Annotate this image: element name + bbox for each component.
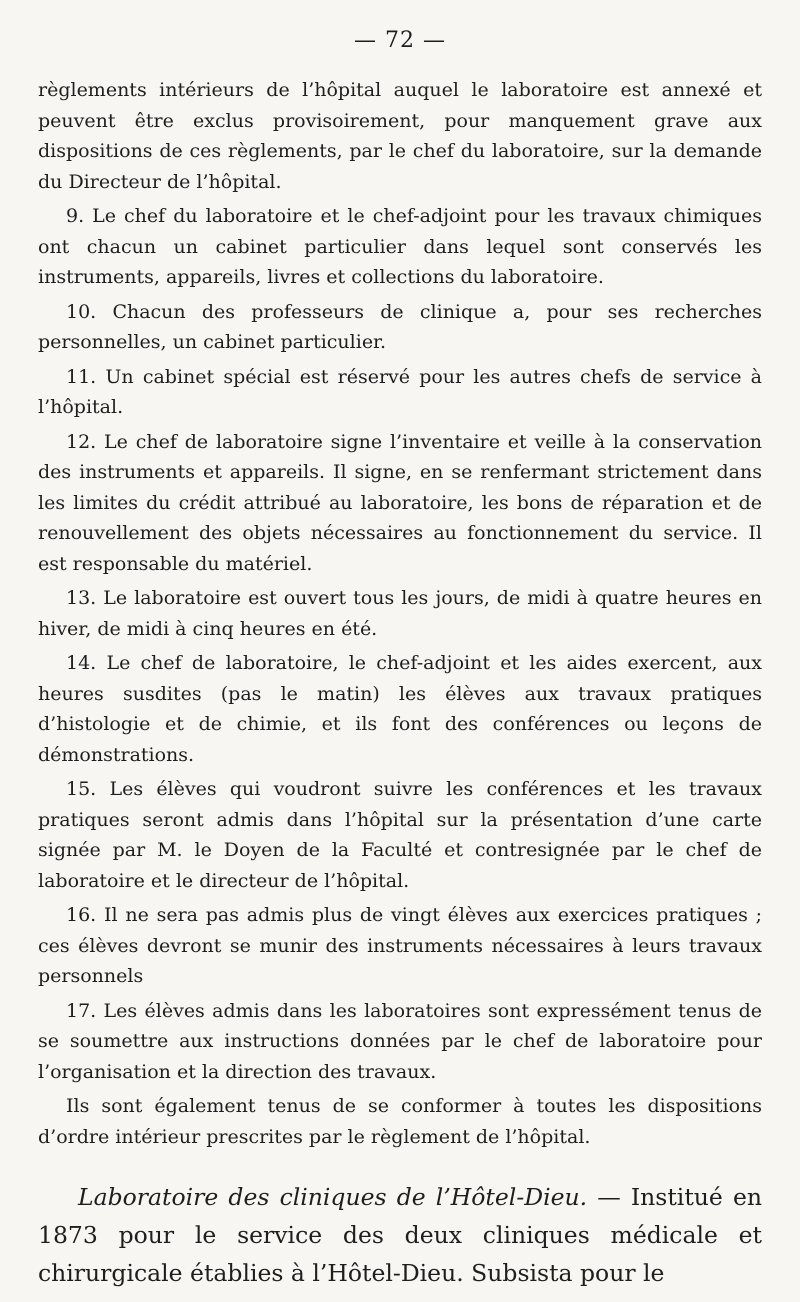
section-heading: Laboratoire des cliniques de l’Hôtel-Dieu. — [78, 1183, 588, 1211]
page-number: — 72 — — [354, 28, 446, 53]
article-17: 17. Les élèves admis dans les laboratoires sont expressément tenus de se soumettre aux instructions données par le chef de laboratoire pour l’organisation et la direction des travaux. — [38, 999, 762, 1083]
paragraph-continuation: règlements intérieurs de l’hôpital auquel le laboratoire est annexé et peuvent être exclus provisoirement, pour manquement grave aux dispositions de ces règlements, par le chef du laboratoire, sur la demande du Directeur de l’hôpital. — [38, 79, 762, 193]
article-9: 9. Le chef du laboratoire et le chef-adjoint pour les travaux chimiques ont chacun un cabinet particulier dans lequel sont conservés les instruments, appareils, livres et collections du laboratoire. — [38, 205, 762, 288]
book-page — [38, 28, 762, 1292]
article-11: 11. Un cabinet spécial est réservé pour les autres chefs de service à l’hôpital. — [38, 365, 762, 418]
section-paragraph — [38, 1178, 762, 1292]
article-12: 12. Le chef de laboratoire signe l’inventaire et veille à la conservation des instruments et appareils. Il signe, en se renfermant strictement dans les limites du crédit attribué au laboratoire, les bons de réparation et de renouvellement des objets nécessaires au fonctionnement du service. Il est responsable du matériel. — [38, 430, 762, 575]
article-15: 15. Les élèves qui voudront suivre les conférences et les travaux pratiques seront admis dans l’hôpital sur la présentation d’une carte signée par M. le Doyen de la Faculté et contresignée par le chef de laboratoire et le directeur de l’hôpital. — [38, 778, 762, 892]
article-13: 13. Le laboratoire est ouvert tous les jours, de midi à quatre heures en hiver, de midi à cinq heures en été. — [38, 587, 762, 640]
closing-paragraph: Ils sont également tenus de se conformer à toutes les dispositions d’ordre intérieur prescrites par le règlement de l’hôpital. — [38, 1095, 762, 1148]
article-10: 10. Chacun des professeurs de clinique a, pour ses recherches personnelles, un cabinet particulier. — [38, 300, 762, 353]
article-16: 16. Il ne sera pas admis plus de vingt élèves aux exercices pratiques ; ces élèves devront se munir des instruments nécessaires à leurs travaux personnels — [38, 904, 762, 987]
section-text: — Institué en 1873 pour le service des deux cliniques médicale et chirurgicale établies à l’Hôtel-Dieu. Subsista pour le — [38, 1183, 762, 1287]
article-14: 14. Le chef de laboratoire, le chef-adjoint et les aides exercent, aux heures susdites (pas le matin) les élèves aux travaux pratiques d’histologie et de chimie, et ils font des conférences ou leçons de démonstrations. — [38, 652, 762, 766]
